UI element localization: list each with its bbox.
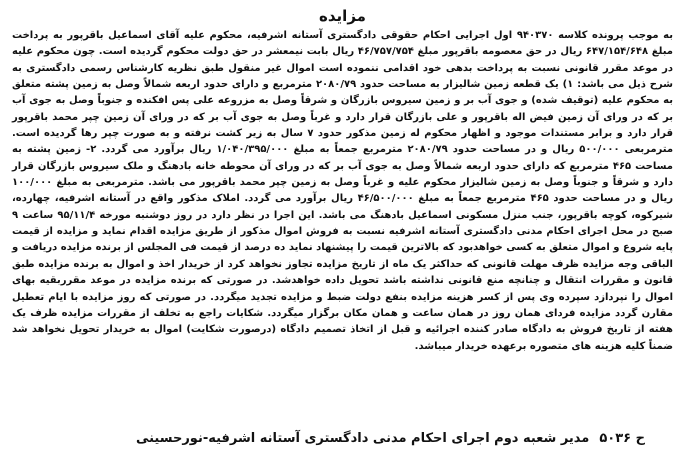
notice-code: ح ۵۰۳۶ (599, 431, 645, 446)
notice-signature: مدیر شعبه دوم اجرای احکام مدنی دادگستری آستانه اشرفیه-نورحسینی (135, 431, 590, 446)
notice-body: به موجب پرونده کلاسه ۹۴۰۳۷۰ اول اجرایی احکام حقوقی دادگستری آستانه اشرفیه، محکوم علیه آقای اسماعیل باقرپور به پرداخت مبلغ ۶۴۷/۱۵۴/۶۴۸ ریال در حق معصومه باقرپور مبلغ ۴۶/۷۵۷/۷۵۴ ریال بابت نیمعشر در حق دولت محکوم گردیده است. چون محکوم علیه در موعد مقرر قانونی نسبت به پرداخت بدهی خود اقدامی ننموده است اموال غیر منقول طبق نظریه کارشناس رسمی دادگستری به شرح ذیل می باشد: ۱) یک قطعه زمین شالیزار به مساحت حدود ۲۰۸۰/۷۹ مترمربع و دارای حدود اربعه شمالاً وصل به زمین پشته متعلق به محکوم علیه (توقیف شده) و جوی آب بر و زمین سیروس بازرگان و شرقاً وصل به مزروعه علی پس افکنده و جنوباً وصل به جوی آب بر که در ورای آن زمین فیض اله باقرپور و علی بازرگان قرار دارد و غرباً وصل به جوی آب بر که در ورای آن زمین چپر محمد باقرپور قرار دارد و برابر مستندات موجود و اظهار محکوم له زمین مذکور حدود ۷ سال به زیر کشت نرفته و به صورت چپر رها گردیده است. مترمربعی ۵۰۰/۰۰۰ ریال و در مساحت حدود ۲۰۸۰/۷۹ مترمربع جمعاً به مبلغ ۱/۰۴۰/۳۹۵/۰۰۰ ریال برآورد می گردد. ۲- زمین پشته به مساحت ۴۶۵ مترمربع که دارای حدود اربعه شمالاً وصل به جوی آب بر که در ورای آن محوطه خانه بادهنگ و ملک سیروس بازرگان قرار دارد و شرقاً و جنوباً وصل به زمین شالیزار محکوم علیه و غرباً وصل به زمین چپر محمد باقرپور می باشد. مترمربعی به مبلغ ۱۰۰/۰۰۰ ریال و در مساحت حدود ۴۶۵ مترمربع جمعاً به مبلغ ۴۶/۵۰۰/۰۰۰ ریال برآورد می گردد. املاک مذکور واقع در آستانه اشرفیه، چهارده، شیرکوه، کوچه باقرپور، جنب منزل مسکونی اسماعیل بادهنگ می باشد. این اجرا در نظر دارد در روز دوشنبه مورخه ۹۵/۱۱/۴ ساعت ۹ صبح در محل اجرای احکام مدنی دادگستری آستانه اشرفیه نسبت به فروش اموال مذکور از طریق مزایده اقدام نماید و مزایده از قیمت پایه شروع و اموال متعلق به کسی خواهدبود که بالاترین قیمت را پیشنهاد نماید ده درصد از قیمت فی المجلس از برنده مزایده دریافت و الباقی وجه مزایده ظرف مهلت قانونی که حداکثر یک ماه از تاریخ مزایده تجاوز نخواهد کرد از خریدار اخذ و اموال به برنده مزایده طبق قانون و مقررات انتقال و چنانچه منع قانونی نداشته باشد تحویل داده خواهدشد. در صورتی که برنده مزایده در موعد مقرربقیه بهای اموال را نپردازد سپرده وی پس از کسر هزینه مزایده بنفع دولت ضبط و مزایده تجدید میگردد. در صورتی که روز مزایده با ایام تعطیل مقارن گردد مزایده فردای همان روز در همان ساعت و همان مکان برگزار میگردد. شکایات راجع به تخلف از مقررات مزایده ظرف یک هفته از تاریخ فروش به دادگاه صادر کننده اجرائیه و قبل از اتخاذ تصمیم دادگاه (درصورت شکایت) اموال به خریدار تحویل نخواهد شد ضمناً کلیه هزینه های متصوره برعهده خریدار میباشد. (12, 30, 674, 352)
notice-title: مزایده (319, 7, 366, 25)
notice-footer (12, 429, 645, 449)
